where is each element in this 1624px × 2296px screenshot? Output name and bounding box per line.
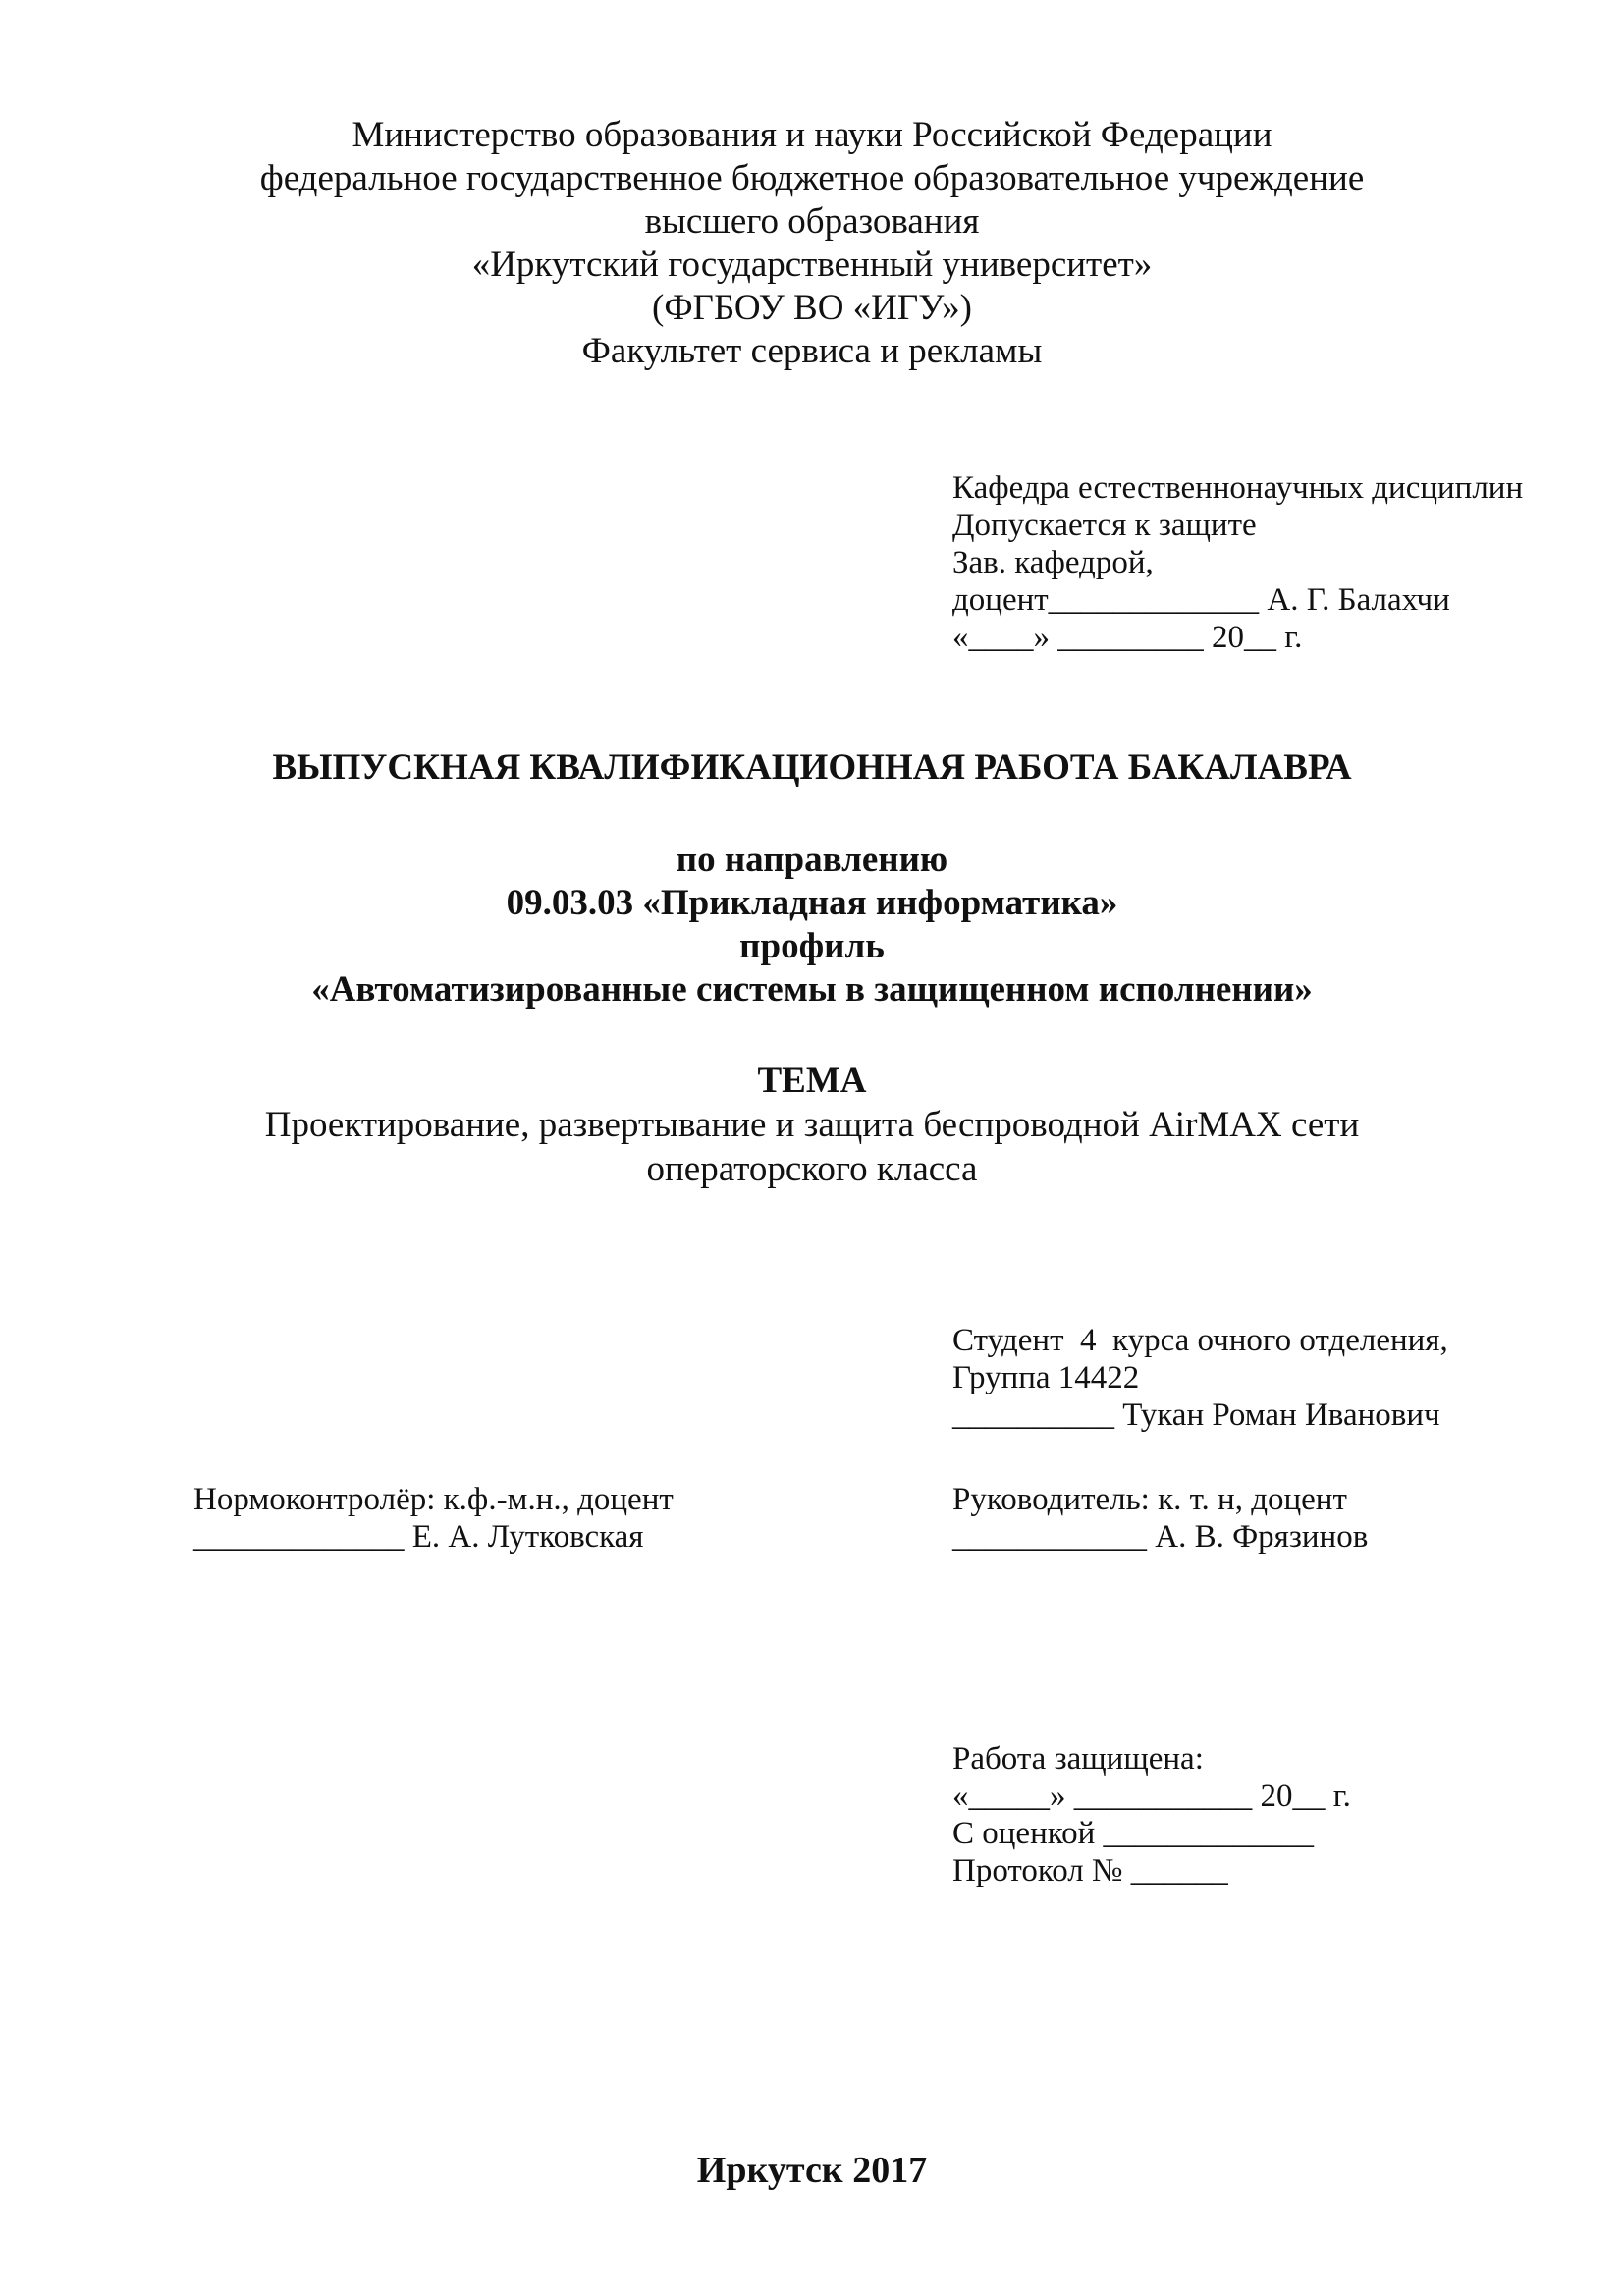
university-abbr-line: (ФГБОУ ВО «ИГУ») — [652, 288, 972, 328]
city-year: Иркутск 2017 — [696, 2150, 928, 2191]
approval-date-line: «____» _________ 20__ г. — [952, 620, 1303, 655]
normcontrol-signature-line: _____________ Е. А. Лутковская — [193, 1519, 644, 1555]
normcontrol-title-line: Нормоконтролёр: к.ф.-м.н., доцент — [193, 1482, 674, 1517]
topic-line-1: Проектирование, развертывание и защита беспроводной AirMAX сети — [264, 1105, 1360, 1145]
institution-type-line: федеральное государственное бюджетное образовательное учреждение — [259, 158, 1365, 198]
direction-label: по направлению — [676, 840, 948, 880]
university-name-line: «Иркутский государственный университет» — [471, 245, 1153, 285]
work-title: ВЫПУСКНАЯ КВАЛИФИКАЦИОННАЯ РАБОТА БАКАЛАВРА — [272, 747, 1352, 788]
defense-protocol-line: Протокол № ______ — [952, 1853, 1228, 1888]
head-signature-line: доцент_____________ А. Г. Балахчи — [952, 582, 1450, 618]
city-year-block — [0, 2149, 1624, 2192]
profile-label: профиль — [739, 926, 885, 966]
topic-line-2: операторского класса — [646, 1149, 978, 1189]
direction-block — [0, 839, 1624, 1011]
defense-status-line: Работа защищена: — [952, 1741, 1204, 1777]
defense-grade-line: С оценкой _____________ — [952, 1816, 1314, 1851]
supervisor-signature-line: ____________ А. В. Фрязинов — [952, 1519, 1369, 1555]
student-block — [952, 1322, 1448, 1434]
student-signature-line: __________ Тукан Роман Иванович — [952, 1397, 1440, 1433]
defense-block — [952, 1740, 1351, 1889]
profile-name: «Автоматизированные системы в защищенном исполнении» — [311, 969, 1313, 1010]
normcontrol-block — [193, 1481, 674, 1556]
faculty-line: Факультет сервиса и рекламы — [581, 331, 1043, 371]
topic-label: ТЕМА — [757, 1061, 867, 1101]
student-course-line: Студент 4 курса очного отделения, — [952, 1323, 1448, 1358]
education-level-line: высшего образования — [644, 201, 980, 242]
head-title-line: Зав. кафедрой, — [952, 545, 1154, 580]
ministry-line: Министерство образования и науки Российской Федерации — [352, 115, 1272, 155]
direction-code: 09.03.03 «Прикладная информатика» — [506, 883, 1118, 923]
admitted-line: Допускается к защите — [952, 508, 1257, 543]
approval-block — [952, 469, 1523, 656]
supervisor-block — [952, 1481, 1368, 1556]
work-title-block — [0, 746, 1624, 790]
supervisor-title-line: Руководитель: к. т. н, доцент — [952, 1482, 1347, 1517]
topic-block — [0, 1059, 1624, 1191]
institution-header — [0, 114, 1624, 373]
defense-date-line: «_____» ___________ 20__ г. — [952, 1778, 1351, 1814]
student-group-line: Группа 14422 — [952, 1360, 1140, 1395]
department-line: Кафедра естественнонаучных дисциплин — [952, 470, 1524, 506]
